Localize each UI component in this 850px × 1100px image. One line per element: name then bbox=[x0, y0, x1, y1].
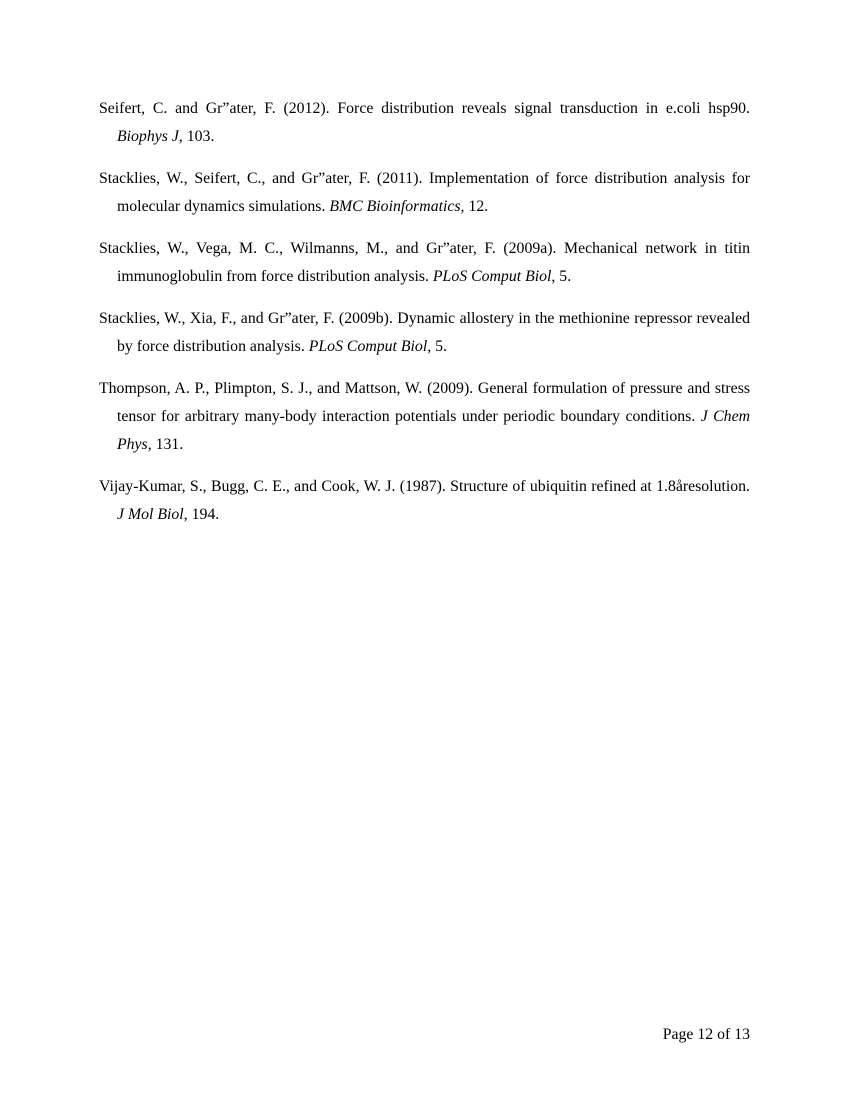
reference-text: , 12. bbox=[460, 198, 489, 215]
reference-text: Thompson, A. P., Plimpton, S. J., and Mattson, W. (2009). General formulation of pressure and stress tensor for arbitrary many-body interaction potentials under periodic boundary conditions. bbox=[99, 380, 750, 425]
reference-entry bbox=[99, 305, 750, 361]
page-number-footer: Page 12 of 13 bbox=[662, 1026, 750, 1043]
journal-name: PLoS Comput Biol bbox=[308, 338, 428, 355]
reference-text: Vijay-Kumar, S., Bugg, C. E., and Cook, W. J. (1987). Structure of ubiquitin refined at 1.8åresolution. bbox=[99, 478, 750, 495]
journal-name: Biophys J bbox=[117, 128, 179, 145]
reference-text: Seifert, C. and Gr”ater, F. (2012). Force distribution reveals signal transduction in e.coli hsp90. bbox=[99, 100, 750, 117]
reference-text: Stacklies, W., Seifert, C., and Gr”ater, F. (2011). Implementation of force distribution analysis for molecular dynamics simulations. bbox=[99, 170, 750, 215]
reference-text: , 103. bbox=[178, 128, 215, 145]
reference-text: , 5. bbox=[427, 338, 447, 355]
reference-entry bbox=[99, 165, 750, 221]
journal-name: J Chem Phys bbox=[117, 408, 750, 453]
reference-text: Stacklies, W., Vega, M. C., Wilmanns, M., and Gr”ater, F. (2009a). Mechanical network in titin immunoglobulin from force distribution analysis. bbox=[99, 240, 750, 285]
reference-text: , 131. bbox=[147, 436, 184, 453]
journal-name: BMC Bioinformatics bbox=[329, 198, 461, 215]
reference-entry bbox=[99, 235, 750, 291]
references-list bbox=[99, 95, 750, 543]
reference-entry bbox=[99, 95, 750, 151]
reference-entry bbox=[99, 473, 750, 529]
reference-entry bbox=[99, 375, 750, 459]
reference-text: Stacklies, W., Xia, F., and Gr”ater, F. (2009b). Dynamic allostery in the methionine repressor revealed by force distribution analysis. bbox=[99, 310, 750, 355]
journal-name: J Mol Biol bbox=[117, 506, 184, 523]
reference-text: , 5. bbox=[551, 268, 572, 285]
reference-text: , 194. bbox=[183, 506, 220, 523]
journal-name: PLoS Comput Biol bbox=[432, 268, 552, 285]
